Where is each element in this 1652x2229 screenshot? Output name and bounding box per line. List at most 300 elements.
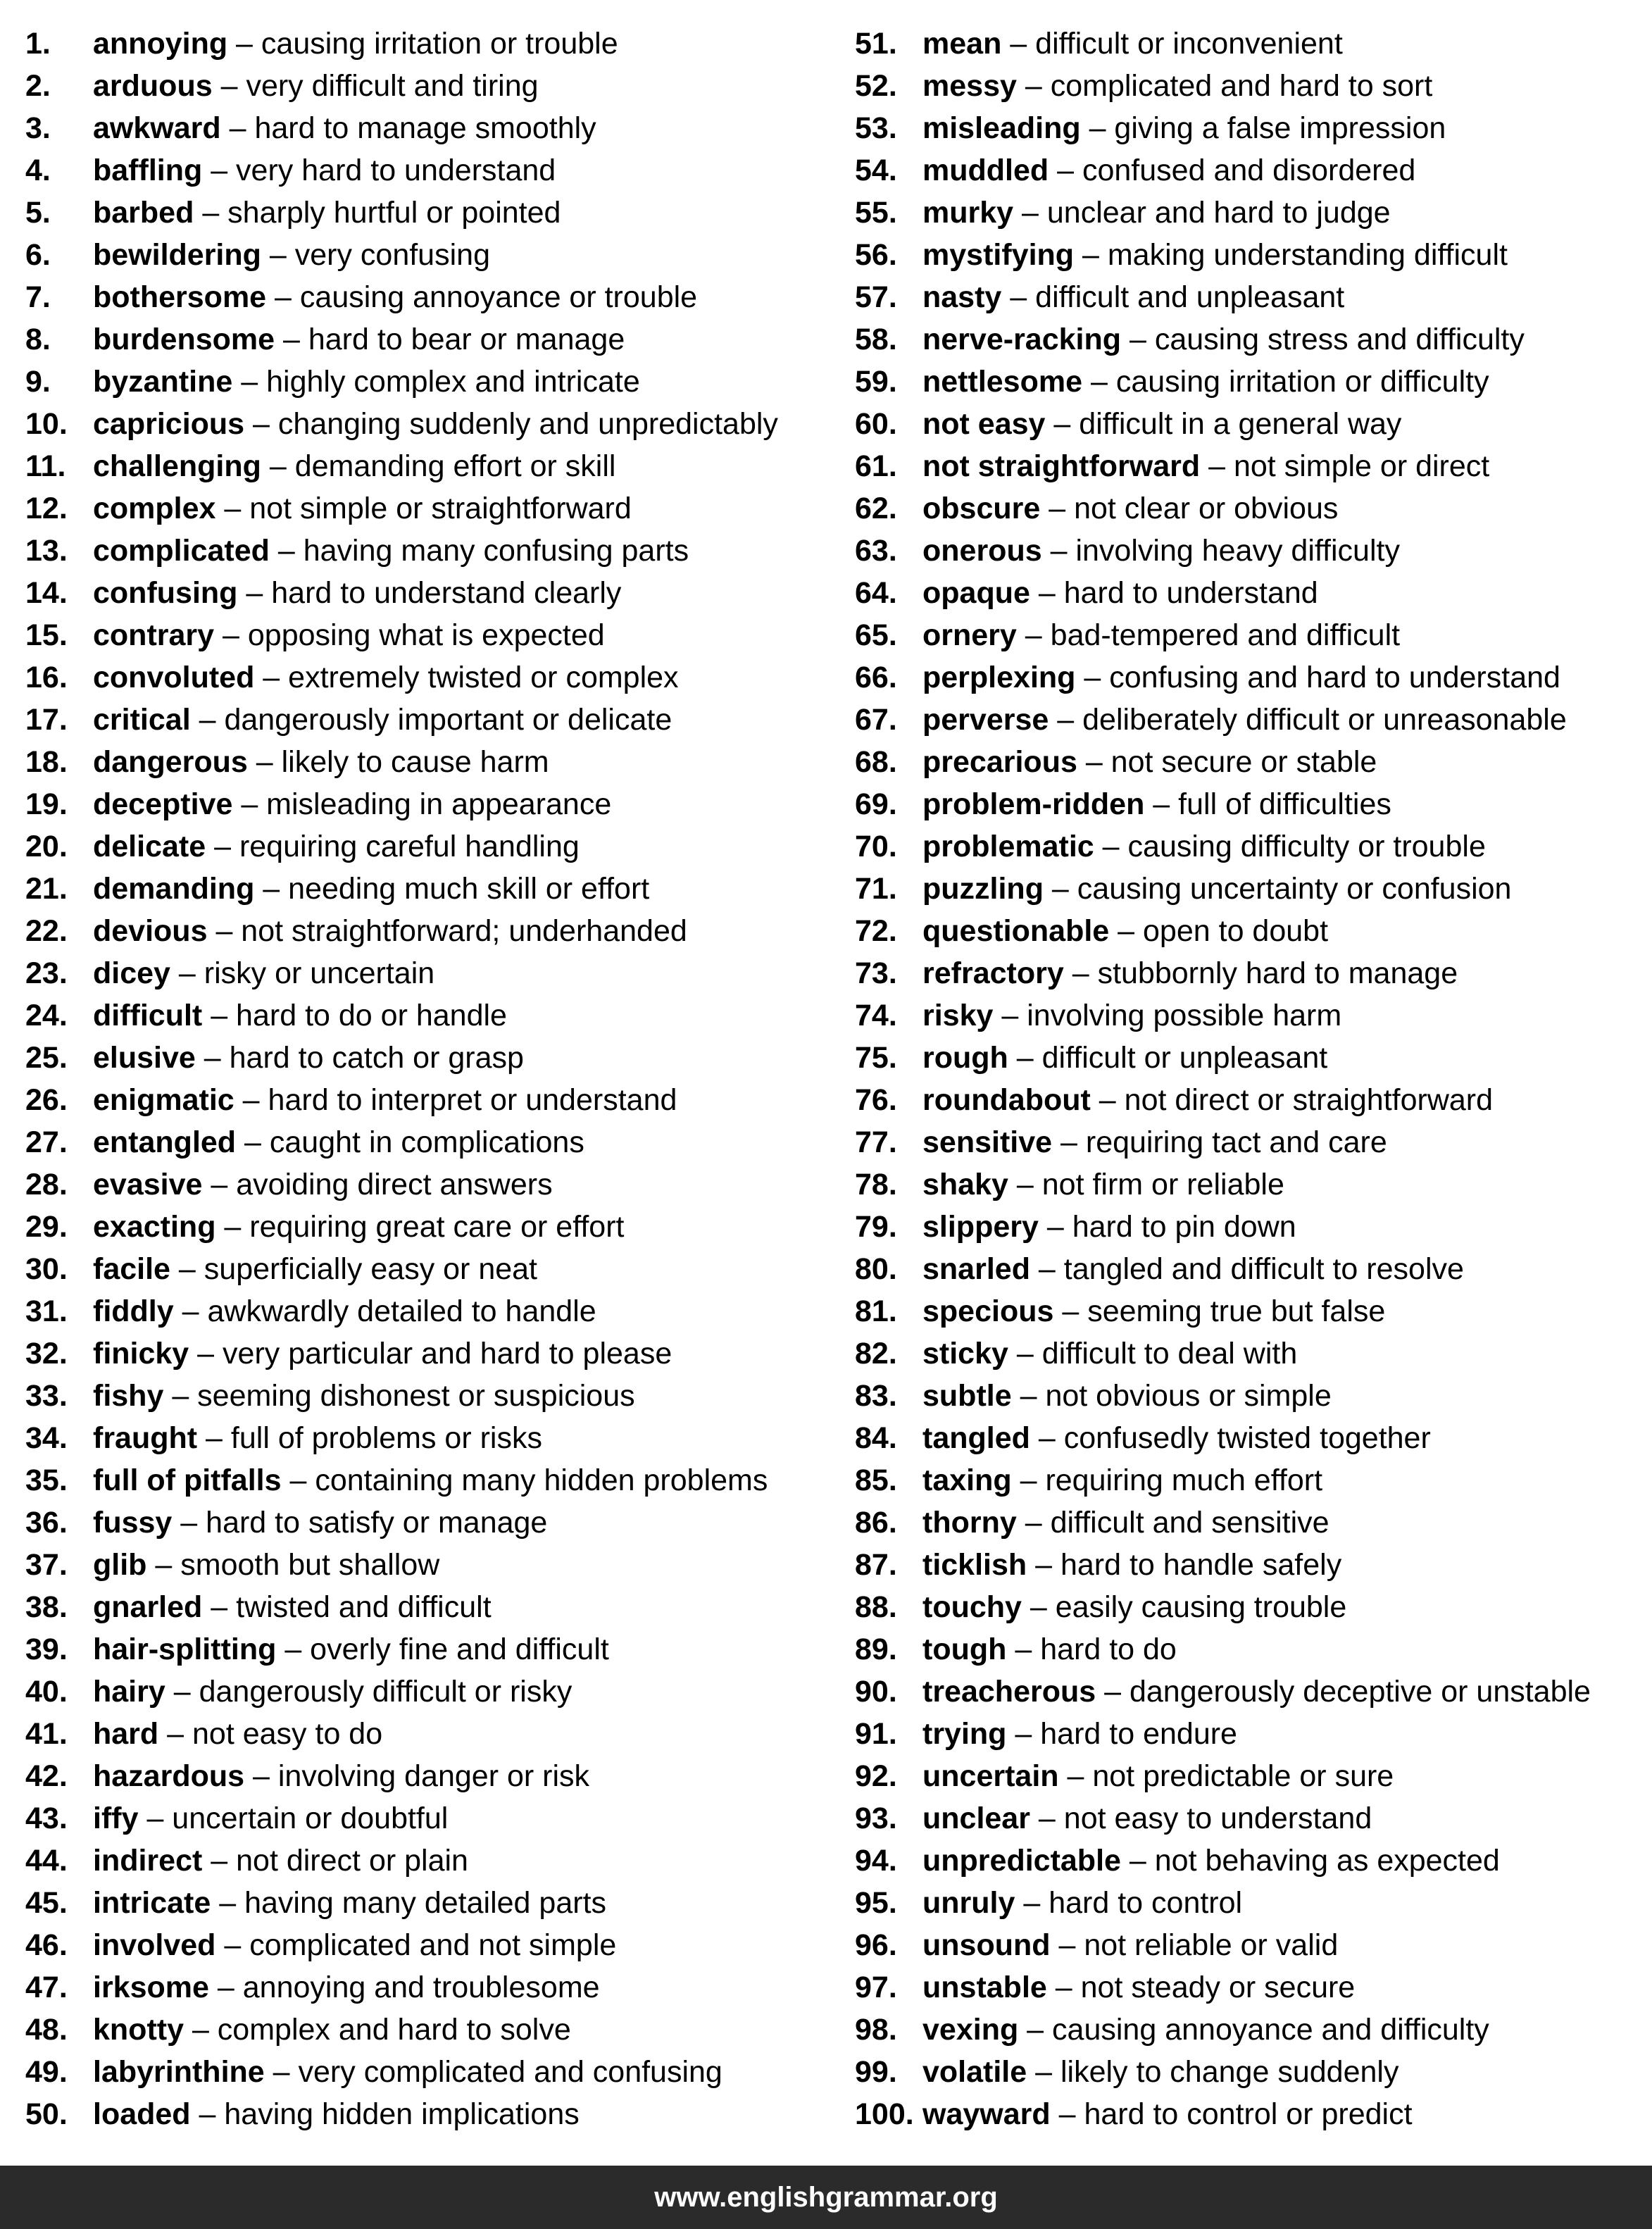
item-definition: – not behaving as expected xyxy=(1120,1844,1500,1878)
item-definition: – causing stress and difficulty xyxy=(1121,323,1525,356)
item-text xyxy=(93,1459,768,1501)
item-definition: – not easy to understand xyxy=(1030,1802,1372,1835)
item-word: messy xyxy=(922,69,1017,103)
item-word: challenging xyxy=(93,449,261,483)
item-word: evasive xyxy=(93,1168,203,1201)
item-definition: – not straightforward; underhanded xyxy=(207,914,687,948)
item-text xyxy=(922,107,1446,149)
item-text xyxy=(922,741,1377,783)
item-number: 89. xyxy=(855,1632,897,1666)
list-item xyxy=(855,1290,1644,1332)
item-number: 35. xyxy=(25,1463,68,1497)
item-word: problem-ridden xyxy=(922,787,1145,821)
item-definition: – containing many hidden problems xyxy=(281,1463,768,1497)
item-text xyxy=(93,783,611,825)
item-definition: – superficially easy or neat xyxy=(170,1252,538,1286)
item-definition: – highly complex and intricate xyxy=(232,365,640,399)
list-item xyxy=(855,825,1644,868)
item-number: 86. xyxy=(855,1506,897,1540)
item-text xyxy=(922,1248,1464,1290)
item-word: problematic xyxy=(922,830,1094,863)
item-word: onerous xyxy=(922,534,1042,568)
item-word: enigmatic xyxy=(93,1083,234,1117)
item-text xyxy=(93,1248,537,1290)
item-text xyxy=(93,1121,584,1163)
item-word: perverse xyxy=(922,703,1049,737)
word-list-left-column xyxy=(25,23,835,2135)
item-word: refractory xyxy=(922,956,1064,990)
list-item xyxy=(855,741,1644,783)
item-number: 29. xyxy=(25,1210,68,1244)
item-number: 15. xyxy=(25,618,68,652)
item-number: 23. xyxy=(25,956,68,990)
item-number: 84. xyxy=(855,1421,897,1455)
item-text xyxy=(922,65,1432,107)
item-text xyxy=(93,1840,468,1882)
item-definition: – hard to control or predict xyxy=(1050,2097,1413,2131)
item-definition: – not direct or straightforward xyxy=(1090,1083,1494,1117)
item-number: 37. xyxy=(25,1548,68,1582)
item-definition: – requiring great care or effort xyxy=(215,1210,625,1244)
item-definition: – overly fine and difficult xyxy=(276,1632,609,1666)
item-word: labyrinthine xyxy=(93,2055,265,2089)
item-definition: – tangled and difficult to resolve xyxy=(1030,1252,1464,1286)
item-word: critical xyxy=(93,703,191,737)
item-text xyxy=(93,994,507,1037)
item-word: perplexing xyxy=(922,661,1076,694)
item-text xyxy=(93,318,625,361)
list-item xyxy=(855,149,1644,192)
item-definition: – causing uncertainty or confusion xyxy=(1043,872,1512,906)
item-text xyxy=(93,1332,672,1375)
item-definition: – hard to satisfy or manage xyxy=(172,1506,548,1540)
item-definition: – uncertain or doubtful xyxy=(138,1802,449,1835)
item-definition: – annoying and troublesome xyxy=(208,1971,600,2004)
list-item xyxy=(25,149,835,192)
item-word: subtle xyxy=(922,1379,1012,1413)
item-number: 58. xyxy=(855,323,897,356)
item-definition: – hard to catch or grasp xyxy=(195,1041,524,1075)
item-number: 20. xyxy=(25,830,68,863)
item-text xyxy=(93,1375,635,1417)
list-item xyxy=(855,1544,1644,1586)
list-item xyxy=(25,572,835,614)
item-definition: – hard to pin down xyxy=(1038,1210,1296,1244)
item-definition: – full of difficulties xyxy=(1144,787,1391,821)
item-definition: – hard to interpret or understand xyxy=(234,1083,677,1117)
item-text xyxy=(93,1163,553,1206)
item-definition: – smooth but shallow xyxy=(146,1548,440,1582)
item-number: 27. xyxy=(25,1125,68,1159)
item-word: volatile xyxy=(922,2055,1027,2089)
footer-website-url: www.englishgrammar.org xyxy=(654,2182,998,2213)
list-item xyxy=(855,868,1644,910)
item-number: 73. xyxy=(855,956,897,990)
item-number: 47. xyxy=(25,1971,68,2004)
item-text xyxy=(93,1671,572,1713)
list-item xyxy=(855,656,1644,699)
list-item xyxy=(25,1797,835,1840)
item-text xyxy=(922,403,1401,445)
item-number: 59. xyxy=(855,365,897,399)
item-definition: – opposing what is expected xyxy=(214,618,605,652)
list-item xyxy=(25,614,835,656)
item-text xyxy=(93,2051,722,2093)
item-definition: – awkwardly detailed to handle xyxy=(173,1294,596,1328)
item-definition: – full of problems or risks xyxy=(197,1421,542,1455)
item-text xyxy=(922,192,1391,234)
item-word: fussy xyxy=(93,1506,173,1540)
list-item xyxy=(855,1459,1644,1501)
item-word: uncertain xyxy=(922,1759,1059,1793)
item-number: 67. xyxy=(855,703,897,737)
item-word: delicate xyxy=(93,830,206,863)
item-definition: – caught in complications xyxy=(236,1125,584,1159)
item-definition: – extremely twisted or complex xyxy=(254,661,679,694)
item-text xyxy=(93,107,596,149)
item-definition: – very difficult and tiring xyxy=(212,69,539,103)
item-text xyxy=(93,65,539,107)
item-text xyxy=(93,530,689,572)
item-word: loaded xyxy=(93,2097,191,2131)
item-word: irksome xyxy=(93,1971,209,2004)
item-definition: – requiring careful handling xyxy=(206,830,580,863)
item-word: dangerous xyxy=(93,745,248,779)
list-item xyxy=(25,1628,835,1671)
item-number: 96. xyxy=(855,1928,897,1962)
item-number: 5. xyxy=(25,196,51,230)
item-text xyxy=(93,1206,625,1248)
item-definition: – not reliable or valid xyxy=(1050,1928,1339,1962)
item-text xyxy=(922,318,1525,361)
item-number: 31. xyxy=(25,1294,68,1328)
item-text xyxy=(93,149,556,192)
item-number: 11. xyxy=(25,449,66,483)
list-item xyxy=(855,2009,1644,2051)
item-text xyxy=(922,1586,1346,1628)
list-item xyxy=(855,1713,1644,1755)
item-definition: – very confusing xyxy=(261,238,490,272)
item-definition: – bad-tempered and difficult xyxy=(1016,618,1401,652)
item-word: slippery xyxy=(922,1210,1039,1244)
item-word: exacting xyxy=(93,1210,216,1244)
item-word: capricious xyxy=(93,407,245,441)
item-number: 55. xyxy=(855,196,897,230)
item-number: 4. xyxy=(25,154,51,187)
item-definition: – deliberately difficult or unreasonable xyxy=(1049,703,1567,737)
item-definition: – not clear or obvious xyxy=(1040,492,1339,525)
item-text xyxy=(922,1671,1591,1713)
list-item xyxy=(855,234,1644,276)
item-word: fraught xyxy=(93,1421,198,1455)
item-number: 28. xyxy=(25,1168,68,1201)
item-word: iffy xyxy=(93,1802,139,1835)
item-definition: – difficult and sensitive xyxy=(1016,1506,1329,1540)
item-word: indirect xyxy=(93,1844,203,1878)
item-number: 30. xyxy=(25,1252,68,1286)
item-definition: – dangerously deceptive or unstable xyxy=(1096,1675,1591,1709)
item-definition: – hard to endure xyxy=(1006,1717,1237,1751)
item-text xyxy=(922,2009,1489,2051)
item-text xyxy=(93,1544,439,1586)
item-text xyxy=(922,614,1400,656)
item-word: unstable xyxy=(922,1971,1047,2004)
list-item xyxy=(855,530,1644,572)
item-word: nasty xyxy=(922,280,1002,314)
item-number: 40. xyxy=(25,1675,68,1709)
list-item xyxy=(25,783,835,825)
item-number: 85. xyxy=(855,1463,897,1497)
item-definition: – difficult in a general way xyxy=(1045,407,1402,441)
item-definition: – difficult to deal with xyxy=(1008,1337,1298,1371)
item-word: bothersome xyxy=(93,280,267,314)
footer-bar xyxy=(0,2166,1652,2229)
item-definition: – hard to understand xyxy=(1030,576,1318,610)
item-number: 41. xyxy=(25,1717,68,1751)
list-item xyxy=(25,234,835,276)
item-word: opaque xyxy=(922,576,1030,610)
item-word: specious xyxy=(922,1294,1054,1328)
list-item xyxy=(855,1797,1644,1840)
item-number: 51. xyxy=(855,27,897,61)
list-item xyxy=(25,2009,835,2051)
item-definition: – involving heavy difficulty xyxy=(1041,534,1400,568)
item-word: involved xyxy=(93,1928,216,1962)
item-word: wayward xyxy=(922,2097,1051,2131)
item-word: baffling xyxy=(93,154,203,187)
item-number: 60. xyxy=(855,407,897,441)
list-item xyxy=(25,741,835,783)
item-number: 88. xyxy=(855,1590,897,1624)
list-item xyxy=(25,318,835,361)
item-number: 18. xyxy=(25,745,68,779)
list-item xyxy=(855,1628,1644,1671)
item-text xyxy=(922,487,1338,530)
item-definition: – involving possible harm xyxy=(993,999,1342,1032)
item-number: 90. xyxy=(855,1675,897,1709)
list-item xyxy=(25,1079,835,1121)
item-definition: – needing much skill or effort xyxy=(254,872,650,906)
item-number: 14. xyxy=(25,576,68,610)
list-item xyxy=(25,23,835,65)
item-definition: – open to doubt xyxy=(1109,914,1329,948)
item-text xyxy=(922,910,1328,952)
item-text xyxy=(93,572,621,614)
item-definition: – hard to control xyxy=(1015,1886,1243,1920)
item-text xyxy=(922,1882,1242,1924)
list-item xyxy=(25,1332,835,1375)
item-text xyxy=(93,1924,616,1966)
item-definition: – demanding effort or skill xyxy=(261,449,616,483)
list-item xyxy=(25,868,835,910)
item-word: sensitive xyxy=(922,1125,1053,1159)
item-definition: – hard to manage smoothly xyxy=(220,111,596,145)
item-text xyxy=(922,2051,1398,2093)
list-item xyxy=(25,656,835,699)
item-word: intricate xyxy=(93,1886,211,1920)
item-number: 72. xyxy=(855,914,897,948)
item-number: 92. xyxy=(855,1759,897,1793)
item-text xyxy=(93,361,640,403)
item-definition: – making understanding difficult xyxy=(1074,238,1508,272)
item-word: roundabout xyxy=(922,1083,1091,1117)
list-item xyxy=(855,783,1644,825)
item-number: 79. xyxy=(855,1210,897,1244)
item-word: tough xyxy=(922,1632,1007,1666)
item-word: unruly xyxy=(922,1886,1015,1920)
item-word: tangled xyxy=(922,1421,1030,1455)
item-number: 65. xyxy=(855,618,897,652)
item-text xyxy=(922,783,1391,825)
list-item xyxy=(855,1501,1644,1544)
item-word: barbed xyxy=(93,196,194,230)
list-item xyxy=(25,192,835,234)
item-number: 46. xyxy=(25,1928,68,1962)
item-word: arduous xyxy=(93,69,213,103)
item-number: 6. xyxy=(25,238,51,272)
item-word: questionable xyxy=(922,914,1110,948)
list-item xyxy=(25,1375,835,1417)
item-text xyxy=(922,149,1415,192)
list-item xyxy=(25,1248,835,1290)
list-item xyxy=(25,1840,835,1882)
item-definition: – not steady or secure xyxy=(1046,1971,1356,2004)
list-item xyxy=(855,192,1644,234)
item-definition: – confusedly twisted together xyxy=(1030,1421,1431,1455)
item-definition: – difficult or inconvenient xyxy=(1001,27,1343,61)
item-text xyxy=(93,614,605,656)
item-text xyxy=(922,1290,1385,1332)
item-definition: – difficult or unpleasant xyxy=(1008,1041,1328,1075)
list-item xyxy=(25,1206,835,1248)
list-item xyxy=(855,1332,1644,1375)
item-definition: – hard to do xyxy=(1006,1632,1177,1666)
item-word: murky xyxy=(922,196,1014,230)
item-word: fishy xyxy=(93,1379,164,1413)
item-number: 76. xyxy=(855,1083,897,1117)
item-number: 94. xyxy=(855,1844,897,1878)
item-definition: – likely to cause harm xyxy=(247,745,549,779)
item-text xyxy=(922,234,1508,276)
item-text xyxy=(922,361,1489,403)
item-definition: – not simple or straightforward xyxy=(215,492,632,525)
word-list-right-column xyxy=(855,23,1644,2135)
item-word: hard xyxy=(93,1717,159,1751)
list-item xyxy=(855,107,1644,149)
item-text xyxy=(922,1840,1500,1882)
item-word: contrary xyxy=(93,618,215,652)
item-number: 1. xyxy=(25,27,51,61)
list-item xyxy=(855,1375,1644,1417)
list-item xyxy=(855,1121,1644,1163)
item-word: convoluted xyxy=(93,661,255,694)
item-definition: – hard to bear or manage xyxy=(275,323,625,356)
item-word: complex xyxy=(93,492,216,525)
item-definition: – not predictable or sure xyxy=(1058,1759,1394,1793)
list-item xyxy=(855,1966,1644,2009)
item-definition: – causing annoyance and difficulty xyxy=(1018,2013,1489,2047)
item-text xyxy=(922,1121,1387,1163)
list-item xyxy=(25,487,835,530)
list-item xyxy=(855,2093,1644,2135)
item-text xyxy=(93,741,549,783)
item-number: 57. xyxy=(855,280,897,314)
item-text xyxy=(922,868,1511,910)
item-word: thorny xyxy=(922,1506,1017,1540)
item-number: 91. xyxy=(855,1717,897,1751)
list-item xyxy=(855,1755,1644,1797)
item-word: awkward xyxy=(93,111,221,145)
item-text xyxy=(93,1290,596,1332)
list-item xyxy=(25,1459,835,1501)
item-number: 39. xyxy=(25,1632,68,1666)
item-text xyxy=(922,699,1567,741)
item-text xyxy=(93,825,580,868)
item-word: unpredictable xyxy=(922,1844,1121,1878)
item-word: trying xyxy=(922,1717,1007,1751)
item-text xyxy=(93,487,632,530)
item-text xyxy=(93,1797,448,1840)
item-number: 99. xyxy=(855,2055,897,2089)
item-number: 54. xyxy=(855,154,897,187)
item-word: full of pitfalls xyxy=(93,1463,282,1497)
item-word: nettlesome xyxy=(922,365,1083,399)
item-text xyxy=(93,1755,589,1797)
item-word: touchy xyxy=(922,1590,1022,1624)
item-definition: – having many confusing parts xyxy=(269,534,689,568)
item-text xyxy=(93,868,649,910)
list-item xyxy=(25,1290,835,1332)
list-item xyxy=(25,825,835,868)
list-item xyxy=(25,1121,835,1163)
item-text xyxy=(922,572,1318,614)
item-word: taxing xyxy=(922,1463,1012,1497)
item-word: dicey xyxy=(93,956,170,990)
list-item xyxy=(25,1924,835,1966)
item-text xyxy=(93,276,697,318)
item-text xyxy=(93,952,434,994)
list-item xyxy=(25,952,835,994)
list-item xyxy=(25,65,835,107)
item-number: 43. xyxy=(25,1802,68,1835)
item-text xyxy=(922,1924,1338,1966)
list-item xyxy=(25,699,835,741)
list-item xyxy=(855,1586,1644,1628)
item-text xyxy=(93,1417,542,1459)
item-word: burdensome xyxy=(93,323,275,356)
item-number: 98. xyxy=(855,2013,897,2047)
item-definition: – causing annoyance or trouble xyxy=(266,280,698,314)
item-definition: – not direct or plain xyxy=(202,1844,468,1878)
item-word: mystifying xyxy=(922,238,1075,272)
item-definition: – unclear and hard to judge xyxy=(1013,196,1391,230)
item-number: 71. xyxy=(855,872,897,906)
item-text xyxy=(93,656,679,699)
item-text xyxy=(922,1037,1327,1079)
item-definition: – having hidden implications xyxy=(190,2097,580,2131)
list-item xyxy=(855,1163,1644,1206)
item-definition: – complicated and hard to sort xyxy=(1016,69,1433,103)
list-item xyxy=(25,1755,835,1797)
item-definition: – hard to do or handle xyxy=(202,999,507,1032)
item-definition: – complex and hard to solve xyxy=(184,2013,571,2047)
list-item xyxy=(855,487,1644,530)
list-item xyxy=(25,2093,835,2135)
item-definition: – dangerously difficult or risky xyxy=(165,1675,572,1709)
item-number: 53. xyxy=(855,111,897,145)
item-text xyxy=(922,1966,1355,2009)
item-definition: – easily causing trouble xyxy=(1021,1590,1347,1624)
